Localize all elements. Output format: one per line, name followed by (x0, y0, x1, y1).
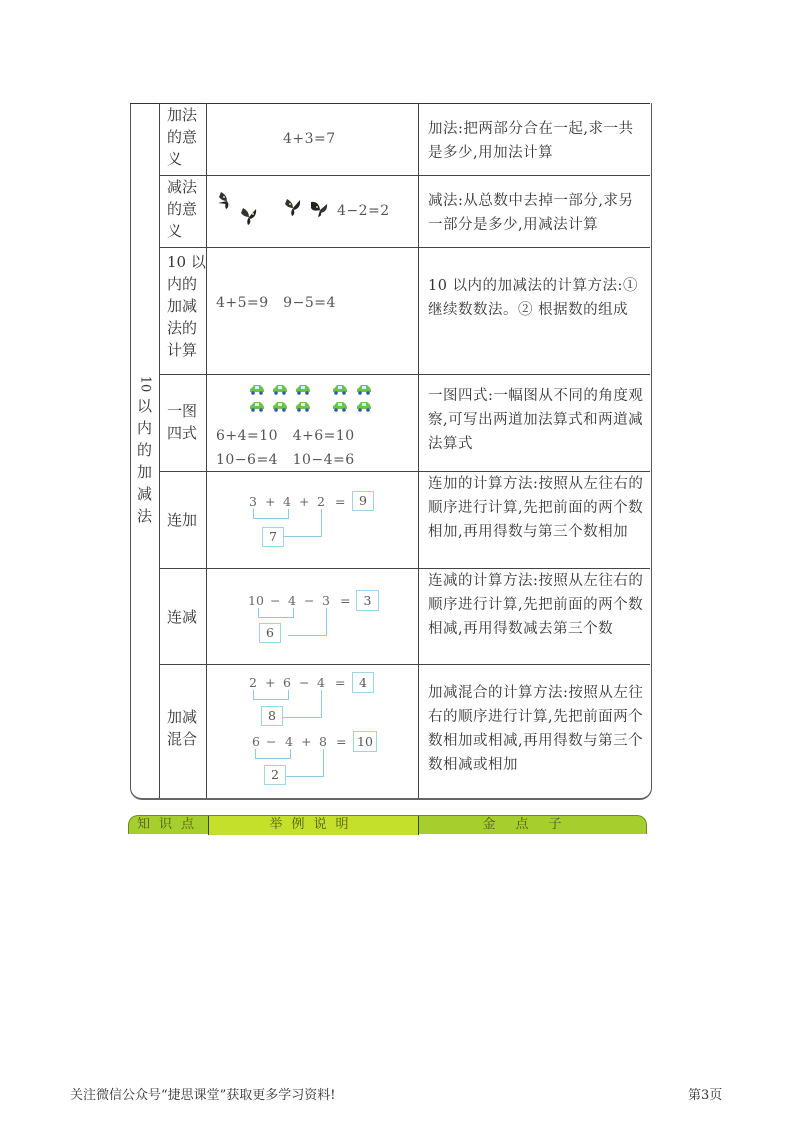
car-icon (332, 384, 348, 395)
knowledge-cell-consecutive-addition (160, 509, 206, 531)
operator: + (301, 734, 312, 749)
bracket-line (283, 509, 322, 537)
category-char: 加 (136, 463, 152, 481)
car-icon (356, 401, 372, 412)
operand: 4 (288, 593, 296, 608)
knowledge-cell-one-picture-four-equations (160, 400, 206, 444)
result-box: 3 (356, 590, 379, 611)
tip-cell: 连减的计算方法:按照从左往右的顺序进行计算,先把前面的两个数相减,再用得数减去第三个数 (428, 573, 644, 637)
operator: − (299, 675, 310, 690)
knowledge-line: 连减 (167, 608, 198, 626)
operator: − (270, 593, 281, 608)
column-divider (418, 103, 419, 798)
knowledge-line: 的意 (167, 128, 198, 146)
operator: − (266, 734, 277, 749)
footer-promo-text: 关注微信公众号“捷思课堂”获取更多学习资料! (70, 1088, 336, 1103)
header-golden-tips: 金点子 (482, 817, 582, 832)
knowledge-line: 加法 (167, 106, 198, 124)
butterfly-icon (308, 198, 330, 220)
knowledge-line: 10 以 (167, 253, 206, 271)
knowledge-line: 混合 (167, 730, 198, 748)
operand: 4 (317, 675, 325, 690)
operand: 8 (319, 734, 327, 749)
operand: 2 (317, 494, 325, 509)
tip-cell: 减法:从总数中去掉一部分,求另一部分是多少,用减法计算 (428, 193, 634, 233)
result-box: 4 (352, 672, 374, 693)
operand: 10 (248, 593, 264, 608)
knowledge-line: 加减 (167, 708, 198, 726)
tip-cell: 加法:把两部分合在一起,求一共是多少,用加法计算 (428, 121, 634, 161)
operator: − (304, 593, 315, 608)
operator: + (265, 494, 276, 509)
row-divider (159, 247, 650, 248)
knowledge-cell-consecutive-subtraction (160, 606, 206, 628)
operand: 2 (249, 675, 257, 690)
example-equation: 6+4=10 4+6=10 (216, 428, 355, 444)
knowledge-cell-subtraction-meaning (160, 176, 206, 242)
row-divider (159, 374, 650, 375)
page-number: 第3页 (688, 1088, 723, 1103)
butterfly-icon (216, 189, 238, 211)
category-char: 法 (136, 507, 152, 525)
car-icon (249, 384, 265, 395)
example-equation: 4+5=9 9−5=4 (216, 295, 336, 311)
column-divider (206, 103, 207, 798)
bracket-line (283, 690, 322, 718)
operator: + (299, 494, 310, 509)
car-icon (249, 401, 265, 412)
partial-result-box: 6 (259, 623, 281, 643)
car-icon (272, 401, 288, 412)
bracket-line (285, 749, 324, 777)
knowledge-line: 计算 (167, 341, 198, 359)
category-column (130, 103, 159, 798)
car-icon (295, 384, 311, 395)
operator: = (336, 734, 347, 749)
operand: 3 (249, 494, 257, 509)
knowledge-line: 加减 (167, 297, 198, 315)
operator: = (335, 494, 346, 509)
category-char: 以 (136, 397, 152, 415)
knowledge-line: 法的 (167, 319, 198, 337)
operand: 3 (322, 593, 330, 608)
knowledge-line: 的意 (167, 200, 198, 218)
row-divider (159, 664, 650, 665)
operand: 6 (252, 734, 260, 749)
operator: = (335, 675, 346, 690)
category-number: 10 (137, 375, 153, 393)
car-icon (295, 401, 311, 412)
header-example: 举例说明 (209, 816, 418, 835)
car-icon (272, 384, 288, 395)
example-equation: 4−2=2 (337, 203, 390, 219)
knowledge-line: 连加 (167, 511, 198, 529)
knowledge-cell-addition-meaning (160, 104, 206, 170)
butterfly-icon (282, 196, 304, 218)
operator: = (340, 593, 351, 608)
knowledge-line: 四式 (167, 424, 198, 442)
tip-cell: 一图四式:一幅图从不同的角度观察,可写出两道加法算式和两道减法算式 (428, 388, 644, 452)
tip-cell: 连加的计算方法:按照从左往右的顺序进行计算,先把前面的两个数相加,再用得数与第三个数相加 (428, 476, 644, 540)
partial-result-box: 7 (262, 527, 284, 547)
category-label (130, 371, 159, 527)
knowledge-line: 义 (167, 150, 183, 168)
operand: 4 (283, 494, 291, 509)
operand: 4 (285, 734, 293, 749)
knowledge-line: 一图 (167, 402, 198, 420)
tip-cell: 加减混合的计算方法:按照从左往右的顺序进行计算,先把前面两个数相加或相减,再用得数与第三个数相减或相加 (428, 685, 644, 773)
knowledge-line: 义 (167, 222, 183, 240)
result-box: 9 (352, 491, 374, 511)
butterfly-icon (238, 205, 260, 227)
knowledge-cell-within-10 (160, 251, 206, 361)
category-char: 内 (136, 419, 152, 437)
header-knowledge-point: 知识点 (137, 817, 204, 832)
result-box: 10 (353, 731, 377, 752)
row-divider (159, 175, 650, 176)
knowledge-cell-mixed (160, 706, 206, 750)
knowledge-line: 内的 (167, 275, 198, 293)
category-char: 的 (136, 441, 152, 459)
category-char: 减 (136, 485, 152, 503)
example-equation: 4+3=7 (283, 131, 336, 147)
section-header-bar (128, 815, 647, 834)
example-equation: 10−6=4 10−4=6 (216, 452, 355, 468)
operand: 6 (283, 675, 291, 690)
car-icon (332, 401, 348, 412)
knowledge-line: 减法 (167, 178, 198, 196)
table-top-border (419, 103, 650, 104)
car-icon (356, 384, 372, 395)
partial-result-box: 2 (264, 765, 286, 785)
bracket-line (288, 608, 327, 636)
partial-result-box: 8 (261, 706, 283, 726)
tip-cell: 10 以内的加减法的计算方法:①继续数数法。② 根据数的组成 (428, 278, 638, 318)
operator: + (265, 675, 276, 690)
